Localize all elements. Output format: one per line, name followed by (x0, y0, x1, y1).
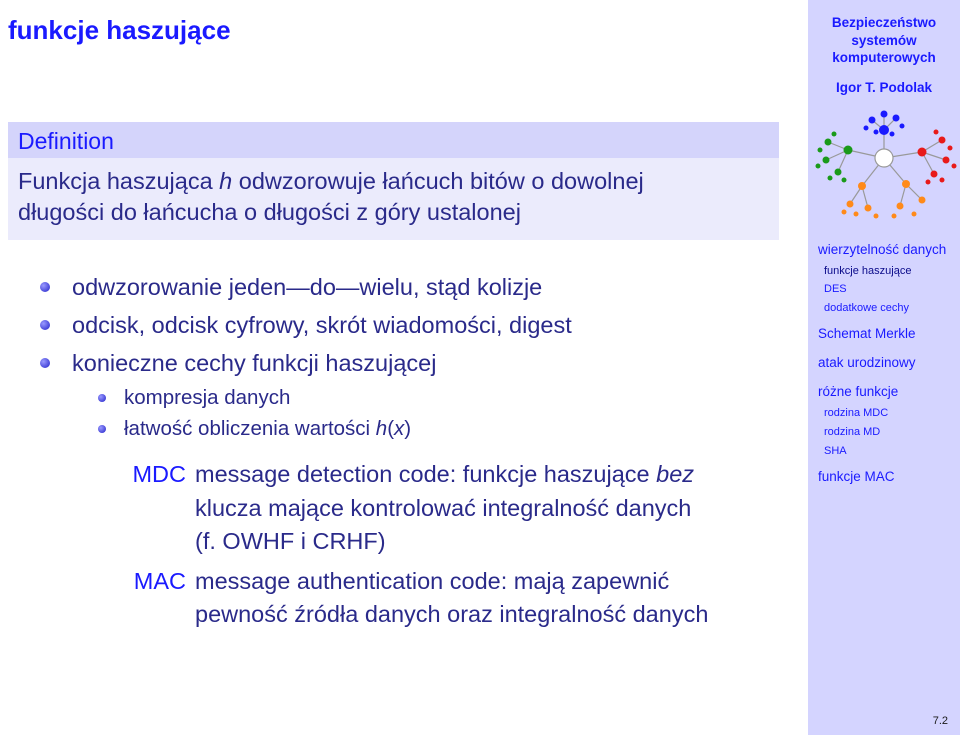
sidebar-title[interactable] (808, 14, 960, 67)
frame-title: funkcje haszujące (8, 15, 231, 45)
sidebar (808, 0, 960, 735)
sidebar-title-line: komputerowych (832, 50, 936, 65)
math-paren: ( (387, 417, 395, 440)
description-term: MAC (133, 567, 186, 594)
bullet-text: odcisk, odcisk cyfrowy, skrót wiadomości, digest (72, 312, 572, 338)
nav-section-authentication[interactable]: wierzytelność danych (818, 242, 947, 257)
bullet-icon (40, 282, 50, 292)
definition-body (8, 158, 779, 240)
sub-bullet-text: łatwość obliczenia wartości (124, 417, 376, 440)
bullet-icon (98, 394, 106, 402)
nav-section-various-functions[interactable]: różne funkcje (818, 384, 899, 399)
bullet-item (40, 344, 572, 382)
bullet-list (40, 268, 572, 382)
sidebar-title-line: systemów (851, 32, 917, 48)
bullet-icon (98, 425, 106, 433)
bullet-icon (40, 320, 50, 330)
sidebar-title-line: Bezpieczeństwo (831, 15, 937, 30)
math-var-h: h (375, 417, 388, 440)
definition-text: Funkcja haszująca (18, 168, 220, 194)
math-var-h: h (219, 168, 233, 194)
university-logo-icon (810, 108, 958, 226)
description-text: message detection code: funkcje haszujące (195, 461, 657, 487)
bullet-text: odwzorowanie jeden—do—wielu, stąd kolizje (72, 274, 543, 300)
description-line (195, 458, 795, 492)
description-line: (f. OWHF i CRHF) (195, 528, 386, 554)
nav-subsection-sha[interactable]: SHA (824, 445, 847, 457)
nav-subsection-md-family[interactable]: rodzina MD (824, 426, 881, 438)
definition-block (8, 122, 779, 240)
definition-text: odwzorowuje łańcuch bitów o dowolnej (232, 168, 644, 194)
emphasis-text: bez (656, 461, 695, 487)
sidebar-author[interactable]: Igor T. Podolak (835, 80, 932, 95)
bullet-text: konieczne cechy funkcji haszującej (72, 350, 437, 376)
bullet-icon (40, 358, 50, 368)
bullet-item (40, 306, 572, 344)
nav-section-birthday-attack[interactable]: atak urodzinowy (818, 355, 916, 370)
description-line: message authentication code: mają zapewnić (195, 567, 670, 594)
bullet-item (40, 268, 572, 306)
math-var-x: x (394, 417, 405, 440)
definition-line-1 (18, 166, 769, 197)
description-mdc (108, 458, 798, 559)
sub-bullet-item (98, 382, 411, 413)
description-definition (186, 458, 795, 559)
nav-subsection-extra-properties[interactable]: dodatkowe cechy (824, 302, 909, 314)
description-line: klucza mające kontrolować integralność danych (195, 494, 692, 521)
description-mac (108, 565, 798, 632)
definition-line-2: długości do łańcucha o długości z góry ustalonej (18, 199, 521, 225)
nav-section-merkle[interactable]: Schemat Merkle (818, 326, 916, 341)
sub-bullet-item (98, 413, 411, 444)
sub-bullet-list (98, 382, 411, 444)
nav-subsection-hash-functions[interactable]: funkcje haszujące (824, 265, 912, 277)
description-line: pewność źródła danych oraz integralność danych (195, 601, 709, 627)
sub-bullet-text: kompresja danych (124, 386, 291, 409)
definition-heading: Definition (8, 122, 779, 158)
description-list (108, 458, 798, 638)
nav-subsection-mdc-family[interactable]: rodzina MDC (824, 407, 889, 419)
description-definition (186, 565, 795, 632)
page-number: 7.2 (932, 715, 948, 727)
nav-section-mac-functions[interactable]: funkcje MAC (818, 469, 895, 484)
description-term: MDC (132, 461, 186, 487)
nav-subsection-des[interactable]: DES (824, 283, 847, 295)
math-paren: ) (404, 417, 412, 440)
